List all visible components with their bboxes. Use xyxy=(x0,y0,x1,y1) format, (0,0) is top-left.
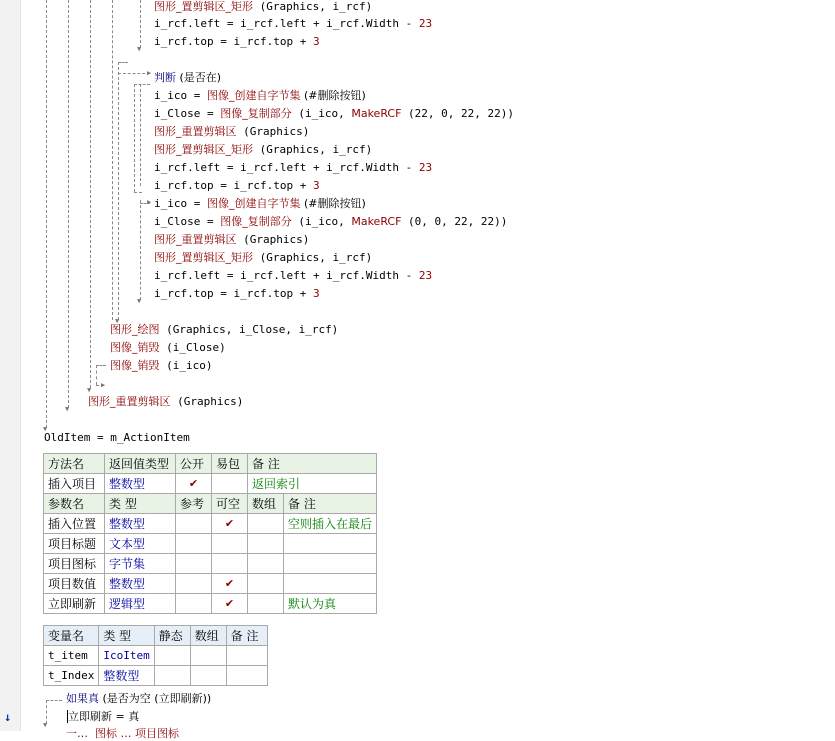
code-line[interactable]: 立即刷新 = 真 xyxy=(68,710,140,723)
param-ref-cell[interactable] xyxy=(176,554,212,574)
param-name-cell[interactable]: 项目图标 xyxy=(44,554,105,574)
param-type-cell[interactable]: 字节集 xyxy=(105,554,176,574)
param-nullable-cell[interactable] xyxy=(212,554,248,574)
nullable-check-icon[interactable]: ✔ xyxy=(212,574,248,594)
var-array-cell[interactable] xyxy=(190,666,226,686)
param-row[interactable] xyxy=(44,554,377,574)
flow-line xyxy=(96,365,106,366)
param-name-cell[interactable]: 插入位置 xyxy=(44,514,105,534)
nullable-check-icon[interactable]: ✔ xyxy=(212,514,248,534)
header-cell: 静态 xyxy=(154,626,190,646)
code-line[interactable]: 图像_销毁 (i_ico) xyxy=(110,359,213,372)
flow-line xyxy=(118,73,150,74)
code-line[interactable]: 判断 (是否在) xyxy=(154,71,222,84)
code-line[interactable]: 图形_重置剪辑区 (Graphics) xyxy=(154,125,310,138)
flow-arrow-icon: ▼ xyxy=(65,405,70,413)
header-cell: 数组 xyxy=(248,494,284,514)
param-note-cell[interactable] xyxy=(284,574,377,594)
code-line[interactable]: i_Close = 图像_复制部分 (i_ico, MakeRCF (0, 0, 22, 22)) xyxy=(154,215,508,228)
param-array-cell[interactable] xyxy=(248,574,284,594)
flow-line xyxy=(134,84,150,85)
flow-line xyxy=(118,62,119,320)
method-table xyxy=(43,453,377,614)
flow-line xyxy=(134,84,135,192)
code-line[interactable]: i_ico = 图像_创建自字节集 (#删除按钮) xyxy=(154,89,366,102)
flow-arrow-icon: ▼ xyxy=(43,425,48,433)
header-cell: 备 注 xyxy=(284,494,377,514)
code-line[interactable]: i_Close = 图像_复制部分 (i_ico, MakeRCF (22, 0, 22, 22)) xyxy=(154,107,515,120)
param-nullable-cell[interactable] xyxy=(212,534,248,554)
var-row[interactable] xyxy=(44,666,268,686)
flow-line xyxy=(46,0,47,428)
param-row[interactable] xyxy=(44,594,377,614)
flow-line xyxy=(118,62,128,63)
code-line[interactable]: 图形_置剪辑区_矩形 (Graphics, i_rcf) xyxy=(154,0,373,13)
code-line[interactable]: 图形_置剪辑区_矩形 (Graphics, i_rcf) xyxy=(154,251,373,264)
code-line[interactable]: 图形_重置剪辑区 (Graphics) xyxy=(88,395,244,408)
method-header-row xyxy=(44,454,377,474)
header-cell: 公开 xyxy=(176,454,212,474)
var-row[interactable] xyxy=(44,646,268,666)
header-cell: 类 型 xyxy=(105,494,176,514)
header-cell: 数组 xyxy=(190,626,226,646)
flow-arrow-icon: ▼ xyxy=(115,317,120,325)
header-cell: 类 型 xyxy=(99,626,154,646)
flow-arrow-icon: ▼ xyxy=(43,721,48,729)
return-type-cell[interactable]: 整数型 xyxy=(105,474,176,494)
flow-line xyxy=(46,700,62,701)
param-array-cell[interactable] xyxy=(248,594,284,614)
param-header-row xyxy=(44,494,377,514)
code-line[interactable]: i_ico = 图像_创建自字节集 (#删除按钮) xyxy=(154,197,366,210)
package-cell[interactable] xyxy=(212,474,248,494)
flow-arrow-icon: ▶ xyxy=(101,381,106,389)
param-ref-cell[interactable] xyxy=(176,574,212,594)
header-cell: 易包 xyxy=(212,454,248,474)
public-check-icon[interactable]: ✔ xyxy=(176,474,212,494)
param-type-cell[interactable]: 逻辑型 xyxy=(105,594,176,614)
flow-arrow-icon: ▼ xyxy=(137,45,142,53)
header-cell: 备 注 xyxy=(226,626,267,646)
header-cell: 可空 xyxy=(212,494,248,514)
param-array-cell[interactable] xyxy=(248,534,284,554)
var-static-cell[interactable] xyxy=(154,666,190,686)
var-name-cell[interactable]: t_Index xyxy=(44,666,99,686)
code-line[interactable]: 图形_置剪辑区_矩形 (Graphics, i_rcf) xyxy=(154,143,373,156)
param-ref-cell[interactable] xyxy=(176,514,212,534)
flow-line xyxy=(140,0,141,48)
method-note-cell[interactable]: 返回索引 xyxy=(248,474,377,494)
method-name-cell[interactable]: 插入项目 xyxy=(44,474,105,494)
flow-line xyxy=(90,0,91,388)
var-static-cell[interactable] xyxy=(154,646,190,666)
flow-line xyxy=(140,200,141,300)
param-array-cell[interactable] xyxy=(248,514,284,534)
flow-arrow-icon: ▶ xyxy=(147,198,152,206)
param-ref-cell[interactable] xyxy=(176,594,212,614)
var-name-cell[interactable]: t_item xyxy=(44,646,99,666)
param-note-cell[interactable] xyxy=(284,554,377,574)
method-row[interactable] xyxy=(44,474,377,494)
flow-arrow-icon: ▼ xyxy=(137,297,142,305)
param-type-cell[interactable]: 整数型 xyxy=(105,514,176,534)
flow-line xyxy=(134,192,142,193)
param-name-cell[interactable]: 立即刷新 xyxy=(44,594,105,614)
header-cell: 备 注 xyxy=(248,454,377,474)
var-type-cell[interactable]: 整数型 xyxy=(99,666,154,686)
flow-arrow-icon: ▼ xyxy=(87,386,92,394)
code-line-partial[interactable]: 一… 图标 … 项目图标 xyxy=(66,727,179,740)
var-type-cell[interactable]: IcoItem xyxy=(99,646,154,666)
var-array-cell[interactable] xyxy=(190,646,226,666)
param-ref-cell[interactable] xyxy=(176,534,212,554)
var-note-cell[interactable] xyxy=(226,646,267,666)
code-line[interactable]: i_rcf.top = i_rcf.top + 3 xyxy=(154,179,320,192)
code-line[interactable]: i_rcf.left = i_rcf.left + i_rcf.Width - 23 xyxy=(154,269,433,282)
variable-table xyxy=(43,625,268,686)
flow-line xyxy=(140,84,141,186)
header-cell: 变量名 xyxy=(44,626,99,646)
flow-line xyxy=(96,365,97,385)
param-row[interactable] xyxy=(44,514,377,534)
var-header-row xyxy=(44,626,268,646)
header-cell: 返回值类型 xyxy=(105,454,176,474)
param-type-cell[interactable]: 整数型 xyxy=(105,574,176,594)
param-note-cell[interactable]: 空则插入在最后 xyxy=(284,514,377,534)
code-line[interactable]: i_rcf.left = i_rcf.left + i_rcf.Width - 23 xyxy=(154,17,433,30)
param-name-cell[interactable]: 项目数值 xyxy=(44,574,105,594)
text-cursor xyxy=(67,710,68,723)
flow-arrow-icon: ▶ xyxy=(147,69,152,77)
var-note-cell[interactable] xyxy=(226,666,267,686)
param-type-cell[interactable]: 文本型 xyxy=(105,534,176,554)
param-note-cell[interactable]: 默认为真 xyxy=(284,594,377,614)
code-line[interactable]: 图形_重置剪辑区 (Graphics) xyxy=(154,233,310,246)
current-line-arrow-icon: ↓ xyxy=(4,710,12,724)
header-cell: 参考 xyxy=(176,494,212,514)
code-line[interactable]: 图像_销毁 (i_Close) xyxy=(110,341,226,354)
param-row[interactable] xyxy=(44,534,377,554)
code-line[interactable]: 图形_绘图 (Graphics, i_Close, i_rcf) xyxy=(110,323,339,336)
flow-line xyxy=(112,0,113,320)
nullable-check-icon[interactable]: ✔ xyxy=(212,594,248,614)
header-cell: 参数名 xyxy=(44,494,105,514)
editor-gutter xyxy=(0,0,21,731)
param-name-cell[interactable]: 项目标题 xyxy=(44,534,105,554)
param-array-cell[interactable] xyxy=(248,554,284,574)
param-note-cell[interactable] xyxy=(284,534,377,554)
code-line[interactable]: OldItem = m_ActionItem xyxy=(44,431,190,444)
header-cell: 方法名 xyxy=(44,454,105,474)
code-line[interactable]: i_rcf.top = i_rcf.top + 3 xyxy=(154,287,320,300)
flow-line xyxy=(68,0,69,408)
param-row[interactable] xyxy=(44,574,377,594)
code-line[interactable]: i_rcf.left = i_rcf.left + i_rcf.Width - 23 xyxy=(154,161,433,174)
code-line[interactable]: i_rcf.top = i_rcf.top + 3 xyxy=(154,35,320,48)
code-line[interactable]: 如果真 (是否为空 (立即刷新)) xyxy=(66,692,212,705)
